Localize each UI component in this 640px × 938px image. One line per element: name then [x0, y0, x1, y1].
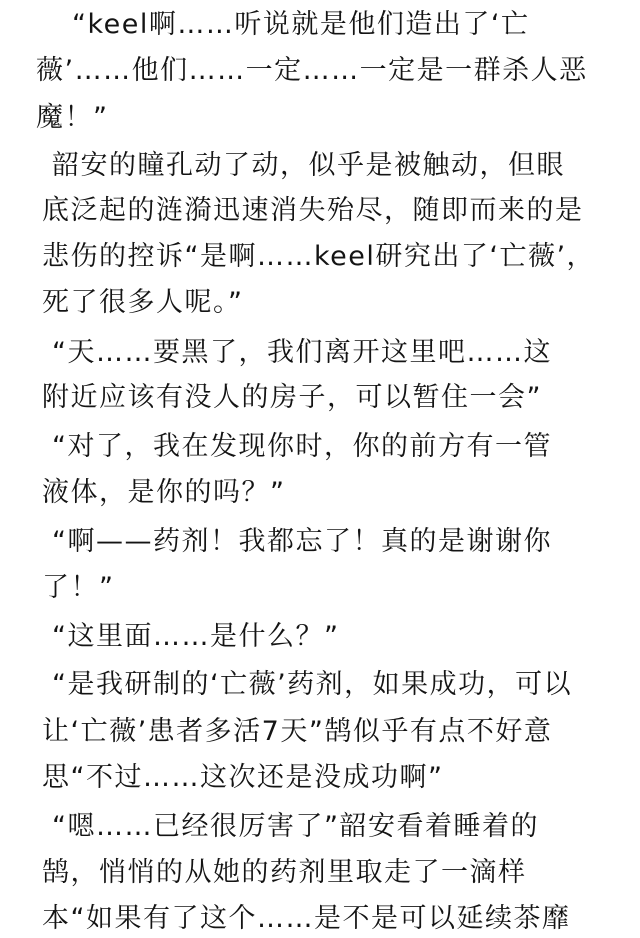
text-line: 鹄，悄悄的从她的药剂里取走了一滴样 — [42, 857, 527, 888]
text-line: 附近应该有没人的房子，可以暂住一会” — [42, 382, 542, 413]
text-line: 思“不过……这次还是没成功啊” — [42, 762, 444, 793]
text-line: “对了，我在发现你时，你的前方有一管 — [52, 431, 552, 462]
text-line: 韶安的瞳孔动了动，似乎是被触动，但眼 — [52, 150, 565, 181]
text-line: “天……要黑了，我们离开这里吧……这 — [52, 337, 552, 368]
text-line: 薇’……他们……一定……一定是一群杀人恶 — [36, 55, 588, 86]
text-line: 让‘亡薇’患者多活7天”鹄似乎有点不好意 — [42, 716, 553, 747]
text-line: “keel啊……听说就是他们造出了‘亡 — [72, 9, 530, 40]
text-line: 液体，是你的吗？” — [42, 477, 286, 508]
text-line: 底泛起的涟漪迅速消失殆尽，随即而来的是 — [42, 195, 584, 226]
text-line: 本“如果有了这个……是不是可以延续茶靡 — [42, 903, 571, 934]
text-line: “这里面……是什么？” — [52, 621, 340, 652]
text-line: 了！” — [42, 572, 115, 603]
text-line: 悲伤的控诉“是啊……keel研究出了‘亡薇’， — [42, 241, 596, 272]
text-line: 死了很多人呢。” — [42, 287, 244, 318]
text-line: “是我研制的‘亡薇’药剂，如果成功，可以 — [52, 669, 573, 700]
text-line: 魔！” — [36, 102, 109, 133]
text-line: “啊——药剂！我都忘了！真的是谢谢你 — [52, 526, 552, 557]
text-line: “嗯……已经很厉害了”韶安看着睡着的 — [52, 811, 539, 842]
